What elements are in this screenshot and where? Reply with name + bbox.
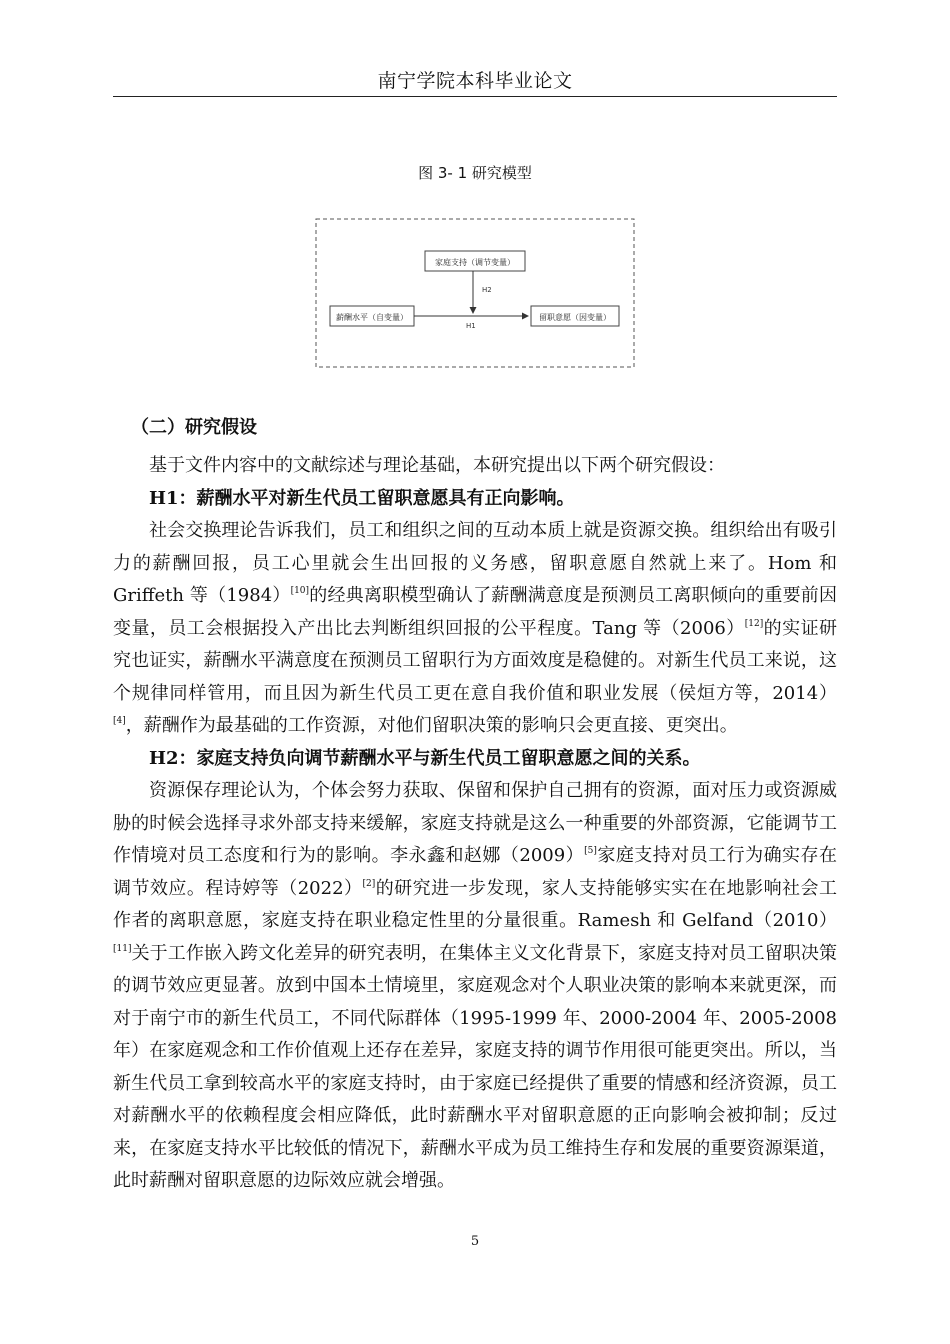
diagram-frame (316, 219, 634, 367)
header-rule (113, 96, 837, 97)
research-model-diagram (315, 218, 635, 368)
citation: [11] (113, 943, 132, 954)
h1-rationale-paragraph: 社会交换理论告诉我们，员工和组织之间的互动本质上就是资源交换。组织给出有吸引力的薪酬回报，员工心里就会生出回报的义务感，留职意愿自然就上来了。Hom 和 Griffeth 等（1984）[10]的经典离职模型确认了薪酬满意度是预测员工离职倾向的重要前因变量，员工会根据投入产出比去判断组织回报的公平程度。Tang 等（2006）[12]的实证研究也证实，薪酬水平满意度在预测员工留职行为方面效度是稳健的。对新生代员工来说，这个规律同样管用，而且因为新生代员工更在意自我价值和职业发展（侯烜方等，2014）[4]，薪酬作为最基础的工作资源，对他们留职决策的影响只会更直接、更突出。 (113, 520, 838, 736)
running-header: 南宁学院本科毕业论文 (377, 70, 573, 92)
h1-label: H1 (466, 322, 476, 330)
dependent-label: 留职意愿（因变量） (539, 313, 611, 322)
citation: [10] (290, 586, 310, 596)
hypothesis-h1: H1：薪酬水平对新生代员工留职意愿具有正向影响。 (149, 487, 575, 509)
h2-label: H2 (482, 286, 492, 294)
citation: [2] (362, 878, 376, 889)
page-number: 5 (470, 1234, 480, 1249)
citation: [4] (113, 716, 126, 726)
h2-rationale-paragraph: 资源保存理论认为，个体会努力获取、保留和保护自己拥有的资源，面对压力或资源威胁的时候会选择寻求外部支持来缓解，家庭支持就是这么一种重要的外部资源，它能调节工作情境对员工态度和行为的影响。李永鑫和赵娜（2009）[5]家庭支持对员工行为确实存在调节效应。程诗婷等（2022）[2]的研究进一步发现，家人支持能够实实在在地影响社会工作者的离职意愿，家庭支持在职业稳定性里的分量很重。Ramesh 和 Gelfand（2010）[11]关于工作嵌入跨文化差异的研究表明，在集体主义文化背景下，家庭支持对员工留职决策的调节效应更显著。放到中国本土情境里，家庭观念对个人职业决策的影响本来就更深，而对于南宁市的新生代员工，不同代际群体（1995-1999 年、2000-2004 年、2005-2008 年）在家庭观念和工作价值观上还存在差异，家庭支持的调节作用很可能更突出。所以，当新生代员工拿到较高水平的家庭支持时，由于家庭已经提供了重要的情感和经济资源，员工对薪酬水平的依赖程度会相应降低，此时薪酬水平对留职意愿的正向影响会被抑制；反过来，在家庭支持水平比较低的情况下，薪酬水平成为员工维持生存和发展的重要资源渠道，此时薪酬对留职意愿的边际效应就会增强。 (113, 780, 838, 1191)
figure-caption: 图 3- 1 研究模型 (418, 164, 532, 182)
citation: [12] (744, 618, 764, 629)
intro-paragraph: 基于文件内容中的文献综述与理论基础，本研究提出以下两个研究假设： (149, 455, 725, 476)
citation: [5] (584, 846, 597, 856)
moderator-label: 家庭支持（调节变量） (435, 258, 515, 267)
independent-label: 薪酬水平（自变量） (336, 313, 408, 322)
body-text (113, 450, 837, 1198)
hypothesis-h2: H2：家庭支持负向调节薪酬水平与新生代员工留职意愿之间的关系。 (149, 747, 701, 769)
section-heading: （二）研究假设 (131, 417, 257, 438)
